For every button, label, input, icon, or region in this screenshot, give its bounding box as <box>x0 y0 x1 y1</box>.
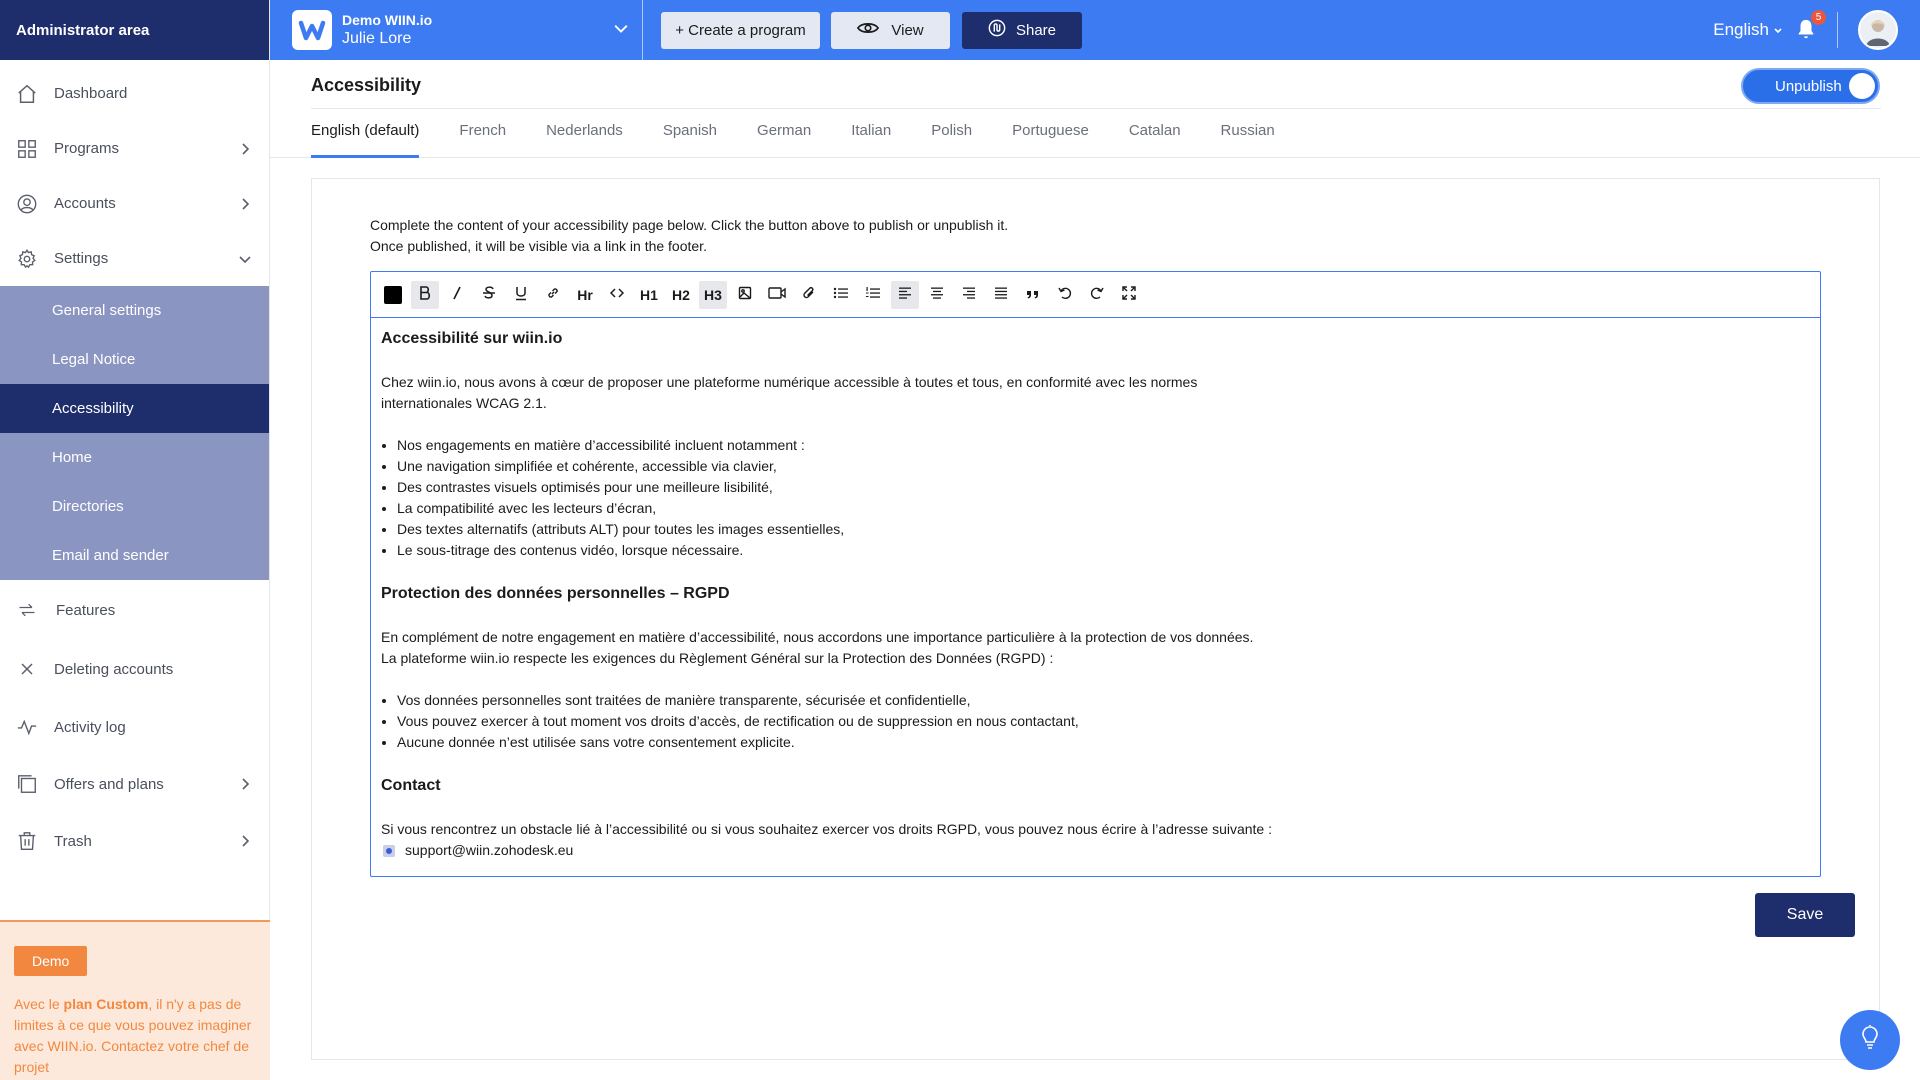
eye-icon <box>857 21 879 39</box>
fullscreen-button[interactable] <box>1115 281 1143 309</box>
promo-text-before: Avec le <box>14 996 64 1012</box>
sidebar-item-dashboard[interactable] <box>0 66 269 121</box>
list-item: • Des contrastes visuels optimisés pour une meilleure lisibilité, <box>397 477 1810 498</box>
submenu-item-general-settings[interactable]: General settings <box>52 302 162 319</box>
tab-german[interactable]: German <box>757 122 812 139</box>
user-name: Julie Lore <box>342 30 412 47</box>
underline-icon <box>514 285 528 304</box>
promo-plan-link[interactable]: plan Custom <box>63 996 149 1012</box>
topbar-divider <box>1837 12 1838 48</box>
strikethrough-icon <box>482 285 496 304</box>
align-left-icon <box>898 286 912 303</box>
attachment-button[interactable] <box>795 281 823 309</box>
publish-toggle-label: Unpublish <box>1775 77 1842 95</box>
sidebar-item-label: Accounts <box>54 195 116 212</box>
rgpd-list <box>381 690 1810 753</box>
sidebar-item-label: Programs <box>54 140 120 157</box>
notifications-button[interactable] <box>1795 12 1822 42</box>
paragraph: internationales WCAG 2.1. <box>381 395 547 411</box>
undo-icon <box>1058 286 1072 303</box>
italic-icon <box>450 285 464 304</box>
email-link[interactable]: support@wiin.zohodesk.eu <box>405 842 574 858</box>
language-tabs <box>311 122 1315 158</box>
list-item: • Nos engagements en matière d’accessibilité incluent notamment : <box>397 435 1810 456</box>
organization-switcher[interactable] <box>270 0 643 60</box>
submenu-item-email-and-sender[interactable]: Email and sender <box>52 547 169 564</box>
heading-1-button[interactable]: H1 <box>640 286 658 303</box>
sidebar-item-activity-log[interactable] <box>0 698 269 756</box>
list-item: • Le sous-titrage des contenus vidéo, lorsque nécessaire. <box>397 540 1810 561</box>
code-button[interactable] <box>603 281 631 309</box>
chevron-right-icon <box>237 141 253 157</box>
bullet-list-icon <box>833 286 849 303</box>
redo-icon <box>1090 286 1104 303</box>
tab-polish[interactable]: Polish <box>931 122 973 139</box>
view-button[interactable] <box>831 12 950 49</box>
heading-rgpd: Protection des données personnelles – RGPD <box>381 585 730 602</box>
horizontal-rule-button[interactable]: Hr <box>577 286 593 303</box>
list-item: • Vous pouvez exercer à tout moment vos droits d’accès, de rectification ou de suppression en nous contactant, <box>397 711 1810 732</box>
chevron-down-icon <box>614 21 628 40</box>
code-icon <box>610 286 624 303</box>
align-center-button[interactable] <box>923 281 951 309</box>
bullet-list-button[interactable] <box>827 281 855 309</box>
toggle-knob <box>1849 73 1875 99</box>
sidebar-item-settings[interactable] <box>0 231 269 286</box>
email-icon <box>383 845 395 857</box>
trash-icon <box>14 828 40 854</box>
image-button[interactable] <box>731 281 759 309</box>
paperclip-icon <box>802 285 816 304</box>
sidebar-item-features[interactable] <box>0 580 269 640</box>
email-row <box>381 840 1810 861</box>
list-item: • Des textes alternatifs (attributs ALT) pour toutes les images essentielles, <box>397 519 1810 540</box>
share-button-label: Share <box>1015 21 1057 39</box>
organization-name: Demo WIIN.io <box>342 12 433 28</box>
gear-icon <box>14 246 40 272</box>
sidebar-item-label: Activity log <box>54 718 126 736</box>
numbered-list-button[interactable] <box>859 281 887 309</box>
sidebar-item-programs[interactable] <box>0 121 269 176</box>
list-item: • Aucune donnée n’est utilisée sans votre consentement explicite. <box>397 732 1810 753</box>
align-right-icon <box>962 286 976 303</box>
sidebar-item-label: Trash <box>54 832 92 850</box>
list-item: • Une navigation simplifiée et cohérente, accessible via clavier, <box>397 456 1810 477</box>
submenu-item-directories[interactable]: Directories <box>52 498 124 515</box>
page-title: Accessibility <box>311 75 422 95</box>
text-color-button[interactable] <box>379 281 407 309</box>
topbar <box>270 0 1920 60</box>
sidebar-item-label: Settings <box>54 250 109 267</box>
sidebar-item-label: Offers and plans <box>54 775 164 793</box>
user-circle-icon <box>14 191 40 217</box>
align-justify-button[interactable] <box>987 281 1015 309</box>
page-header <box>270 60 1920 158</box>
chevron-right-icon <box>237 833 253 849</box>
caret-down-icon <box>1773 20 1783 40</box>
paragraph: En complément de notre engagement en matière d’accessibilité, nous accordons une importance particulière à la protection de vos données. <box>381 629 1254 645</box>
sidebar-item-trash[interactable] <box>0 812 269 870</box>
home-icon <box>14 81 40 107</box>
intro-text <box>370 215 1008 257</box>
tab-french[interactable]: French <box>459 122 507 139</box>
align-justify-icon <box>994 286 1008 303</box>
share-icon <box>988 19 1006 41</box>
submenu-item-accessibility[interactable]: Accessibility <box>0 384 269 433</box>
tab-spanish[interactable]: Spanish <box>662 122 718 139</box>
create-program-button[interactable]: + Create a program <box>661 12 820 49</box>
list-item: • Vos données personnelles sont traitées de manière transparente, sécurisée et confidentielle, <box>397 690 1810 711</box>
intro-line: Complete the content of your accessibility page below. Click the button above to publish or unpublish it. <box>370 217 1009 233</box>
sidebar-item-offers-and-plans[interactable] <box>0 756 269 812</box>
chevron-right-icon <box>237 776 253 792</box>
activity-icon <box>14 714 40 740</box>
notification-count-badge: 5 <box>1811 10 1826 25</box>
promo-text-after: , il n'y a pas de limites à ce que vous pouvez imaginer avec WIIN.io. Contactez votre chef de projet <box>14 996 252 1075</box>
tab-english[interactable]: English (default) <box>311 122 419 158</box>
align-right-button[interactable] <box>955 281 983 309</box>
settings-submenu <box>0 286 269 580</box>
plan-promo <box>0 920 270 1080</box>
link-icon <box>546 286 560 303</box>
x-icon <box>14 656 40 682</box>
bold-button[interactable] <box>411 281 439 309</box>
tab-nederlands[interactable]: Nederlands <box>546 122 623 139</box>
avatar[interactable] <box>1858 10 1898 50</box>
help-button[interactable] <box>1840 1010 1900 1070</box>
save-button[interactable]: Save <box>1755 893 1855 937</box>
rich-text-editor[interactable] <box>370 271 1821 877</box>
tab-portuguese[interactable]: Portuguese <box>1012 122 1089 139</box>
align-left-button[interactable] <box>891 281 919 309</box>
heading-3-button[interactable]: H3 <box>699 281 727 309</box>
italic-button[interactable] <box>443 281 471 309</box>
sidebar-item-deleting-accounts[interactable] <box>0 640 269 698</box>
paragraph: Chez wiin.io, nous avons à cœur de proposer une plateforme numérique accessible à toutes et tous, en conformité avec les normes <box>381 374 1198 390</box>
strikethrough-button[interactable] <box>475 281 503 309</box>
topbar-right <box>1713 0 1920 60</box>
admin-area-title: Administrator area <box>0 0 269 60</box>
submenu-item-legal-notice[interactable]: Legal Notice <box>52 351 136 368</box>
fullscreen-icon <box>1122 286 1136 303</box>
wiin-logo <box>292 10 332 50</box>
blockquote-button[interactable] <box>1019 281 1047 309</box>
tab-catalan[interactable]: Catalan <box>1128 122 1181 139</box>
bold-icon <box>418 285 432 304</box>
demo-badge[interactable]: Demo <box>14 946 87 976</box>
share-button[interactable] <box>962 12 1082 49</box>
content-card <box>311 178 1880 1060</box>
editor-content[interactable] <box>371 318 1820 861</box>
heading-contact: Contact <box>381 777 441 794</box>
list-item: • La compatibilité avec les lecteurs d’écran, <box>397 498 1810 519</box>
accessibility-list <box>381 435 1810 561</box>
bell-icon <box>1795 27 1817 44</box>
redo-button[interactable] <box>1083 281 1111 309</box>
link-button[interactable] <box>539 281 567 309</box>
grid-icon <box>14 136 40 162</box>
chevron-right-icon <box>237 196 253 212</box>
arrows-icon <box>14 597 40 623</box>
align-center-icon <box>930 286 944 303</box>
image-icon <box>738 286 752 303</box>
video-button[interactable] <box>763 281 791 309</box>
language-label: English <box>1713 20 1769 39</box>
tab-italian[interactable]: Italian <box>851 122 892 139</box>
promo-text <box>14 994 256 1078</box>
sidebar-nav <box>0 60 269 870</box>
quote-icon <box>1026 287 1040 303</box>
language-selector[interactable] <box>1713 20 1783 40</box>
underline-button[interactable] <box>507 281 535 309</box>
organization-info <box>342 12 614 48</box>
editor-toolbar <box>371 272 1820 318</box>
tab-russian[interactable]: Russian <box>1220 122 1275 139</box>
sidebar-item-label: Dashboard <box>54 85 128 102</box>
paragraph: Si vous rencontrez un obstacle lié à l’accessibilité ou si vous souhaitez exercer vos droits RGPD, vous pouvez nous écrire à l’adresse suivante : <box>381 821 1272 837</box>
lightbulb-icon <box>1858 1025 1882 1056</box>
copy-icon <box>14 771 40 797</box>
paragraph: La plateforme wiin.io respecte les exigences du Règlement Général sur la Protection des Données (RGPD) : <box>381 650 1054 666</box>
chevron-down-icon <box>237 251 253 267</box>
sidebar-item-accounts[interactable] <box>0 176 269 231</box>
video-icon <box>768 286 786 303</box>
heading-accessibility: Accessibilité sur wiin.io <box>381 330 563 347</box>
submenu-item-home[interactable]: Home <box>52 449 93 466</box>
view-button-label: View <box>891 21 924 39</box>
header-divider <box>311 108 1881 109</box>
undo-button[interactable] <box>1051 281 1079 309</box>
sidebar-item-label: Deleting accounts <box>54 660 174 678</box>
intro-line: Once published, it will be visible via a link in the footer. <box>370 238 707 254</box>
numbered-list-icon <box>865 286 881 303</box>
sidebar-item-label: Features <box>56 601 116 619</box>
sidebar <box>0 0 270 1080</box>
color-swatch-icon <box>384 286 402 304</box>
publish-toggle[interactable] <box>1741 68 1880 104</box>
heading-2-button[interactable]: H2 <box>672 286 690 303</box>
